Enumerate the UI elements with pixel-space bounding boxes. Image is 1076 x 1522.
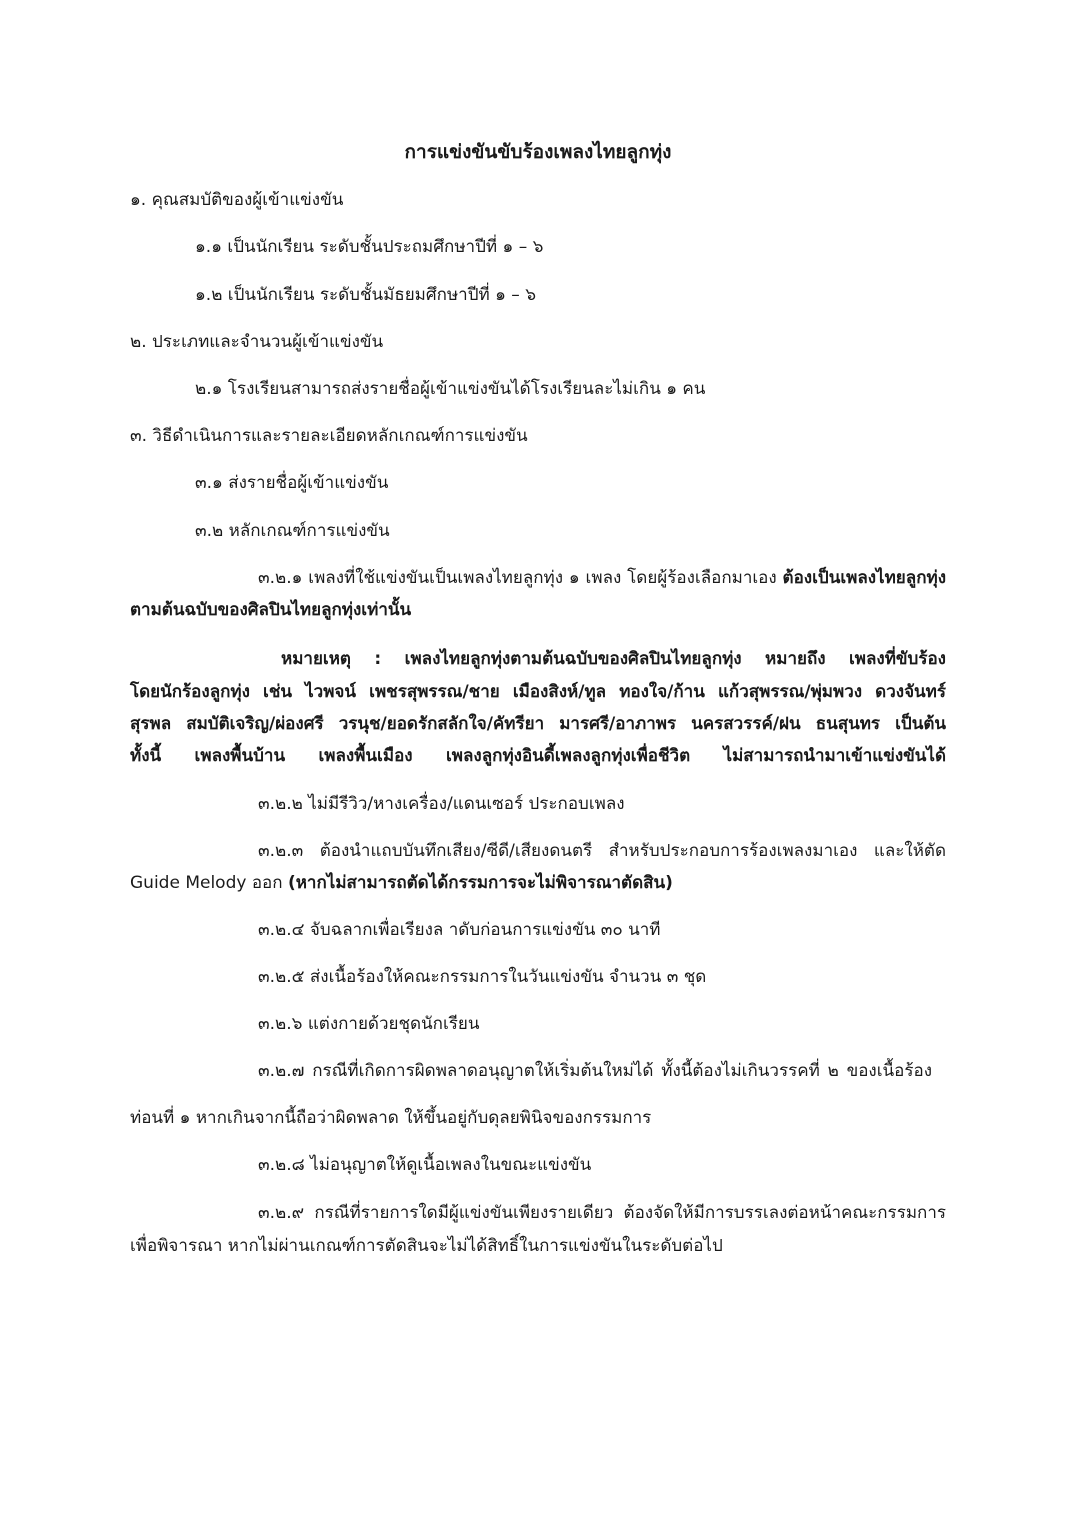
note-line-1: หมายเหตุ : เพลงไทยลูกทุ่งตามต้นฉบับของศิลปินไทยลูกทุ่ง หมายถึง เพลงที่ขับร้อง xyxy=(281,649,946,669)
note-line-2: โดยนักร้องลูกทุ่ง เช่น ไวพจน์ เพชรสุพรรณ/ชาย เมืองสิงห์/ทูล ทองใจ/ก้าน แก้วสุพรรณ/พุ่มพวง ดวงจันทร์ xyxy=(130,682,946,702)
note-line-3: สุรพล สมบัติเจริญ/ผ่องศรี วรนุช/ยอดรักสลักใจ/คัทรียา มารศรี/อาภาพร นครสวรรค์/ฝน ธนสุนทร เป็นต้น xyxy=(130,714,946,734)
rule-3-2-3-line-1: ๓.๒.๓ ต้องนำแถบบันทึกเสียง/ซีดี/เสียงดนตรี สำหรับประกอบการร้องเพลงมาเอง และให้ตัด xyxy=(258,841,946,861)
section-2-heading: ๒. ประเภทและจำนวนผู้เข้าแข่งขัน xyxy=(130,332,384,352)
rule-3-2-7-line-2: ท่อนที่ ๑ หากเกินจากนี้ถือว่าผิดพลาด ให้ขึ้นอยู่กับดุลยพินิจของกรรมการ xyxy=(130,1108,652,1128)
item-3-2: ๓.๒ หลักเกณฑ์การแข่งขัน xyxy=(195,521,390,541)
rule-3-2-7-line-1: ๓.๒.๗ กรณีที่เกิดการผิดพลาดอนุญาตให้เริ่มต้นใหม่ได้ ทั้งนี้ต้องไม่เกินวรรคที่ ๒ ของเนื้อร้อง xyxy=(258,1061,932,1081)
rule-3-2-9-line-1: ๓.๒.๙ กรณีที่รายการใดมีผู้แข่งขันเพียงรายเดียว ต้องจัดให้มีการบรรเลงต่อหน้าคณะกรรมการ xyxy=(258,1203,946,1223)
rule-3-2-3-line-2: Guide Melody ออก (หากไม่สามารถตัดได้กรรมการจะไม่พิจารณาตัดสิน) xyxy=(130,873,673,893)
item-3-1: ๓.๑ ส่งรายชื่อผู้เข้าแข่งขัน xyxy=(195,473,389,493)
rule-3-2-1-line-2: ตามต้นฉบับของศิลปินไทยลูกทุ่งเท่านั้น xyxy=(130,600,412,620)
item-1-2: ๑.๒ เป็นนักเรียน ระดับชั้นมัธยมศึกษาปีที่ ๑ – ๖ xyxy=(195,285,536,305)
section-3-heading: ๓. วิธีดำเนินการและรายละเอียดหลักเกณฑ์การแข่งขัน xyxy=(130,426,528,446)
section-1-heading: ๑. คุณสมบัติของผู้เข้าแข่งขัน xyxy=(130,190,344,210)
rule-3-2-2: ๓.๒.๒ ไม่มีรีวิว/หางเครื่อง/แดนเซอร์ ประกอบเพลง xyxy=(258,794,625,814)
rule-3-2-6: ๓.๒.๖ แต่งกายด้วยชุดนักเรียน xyxy=(258,1014,480,1034)
rule-3-2-1-line-1: ๓.๒.๑ เพลงที่ใช้แข่งขันเป็นเพลงไทยลูกทุ่ง ๑ เพลง โดยผู้ร้องเลือกมาเอง ต้องเป็นเพลงไทยลูกทุ่ง xyxy=(258,568,946,588)
rule-3-2-4: ๓.๒.๔ จับฉลากเพื่อเรียงล าดับก่อนการแข่งขัน ๓๐ นาที xyxy=(258,920,661,940)
rule-3-2-5: ๓.๒.๕ ส่งเนื้อร้องให้คณะกรรมการในวันแข่งขัน จำนวน ๓ ชุด xyxy=(258,967,707,987)
item-2-1: ๒.๑ โรงเรียนสามารถส่งรายชื่อผู้เข้าแข่งขันได้โรงเรียนละไม่เกิน ๑ คน xyxy=(195,379,706,399)
note-line-4: ทั้งนี้ เพลงพื้นบ้าน เพลงพื้นเมือง เพลงลูกทุ่งอินดี้เพลงลูกทุ่งเพื่อชีวิต ไม่สามารถนำมาเข้าแข่งขันได้ xyxy=(130,746,946,766)
page-title: การแข่งขันขับร้องเพลงไทยลูกทุ่ง xyxy=(404,141,672,163)
item-1-1: ๑.๑ เป็นนักเรียน ระดับชั้นประถมศึกษาปีที่ ๑ – ๖ xyxy=(195,237,544,257)
rule-3-2-9-line-2: เพื่อพิจารณา หากไม่ผ่านเกณฑ์การตัดสินจะไม่ได้สิทธิ์ในการแข่งขันในระดับต่อไป xyxy=(130,1236,723,1256)
rule-3-2-8: ๓.๒.๘ ไม่อนุญาตให้ดูเนื้อเพลงในขณะแข่งขัน xyxy=(258,1155,592,1175)
